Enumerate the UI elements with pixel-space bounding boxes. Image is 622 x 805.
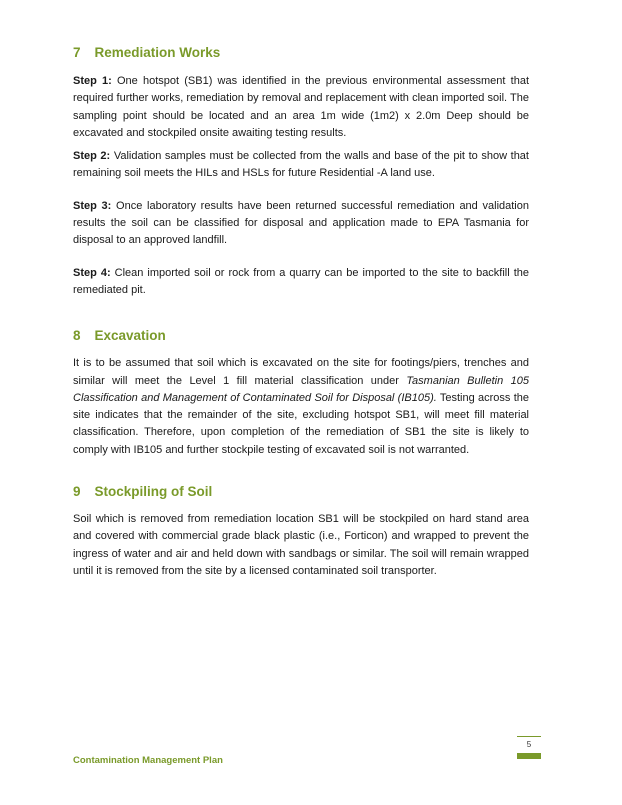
- paragraph-text: Testing across the site indicates that the remainder of the site, excluding hotspot SB1, will meet fill material classification. Therefore, upon completion of the remediation of SB1 the site is likely to comply with IB105 and further stockpile testing of excavated soil is not warranted.: [73, 391, 529, 456]
- page-number: 5: [526, 740, 532, 749]
- step-text: Validation samples must be collected from the walls and base of the pit to show that remaining soil meets the HILs and HSLs for future Residential -A land use.: [73, 150, 529, 180]
- excavation-paragraph: [73, 355, 529, 459]
- bulletin-reference: Tasmanian Bulletin 105 Classification and Management of Contaminated Soil for Disposal (IB105).: [73, 374, 530, 404]
- step-text: Clean imported soil or rock from a quarry can be imported to the site to backfill the remediated pit.: [73, 266, 529, 296]
- page-number-badge: [517, 736, 541, 760]
- page-number-rule: [517, 736, 541, 737]
- step-3-paragraph: [73, 198, 529, 250]
- stockpiling-paragraph: Soil which is removed from remediation location SB1 will be stockpiled on hard stand area and covered with commercial grade black plastic (i.e., Forticon) and wrapped to prevent the ingress of water and air and held down with sandbags or similar. The soil will remain wrapped until it is removed from the site by a licensed contaminated soil transporter.: [73, 513, 529, 577]
- section-9-heading: [73, 482, 529, 502]
- section-number: 7: [73, 45, 81, 60]
- step-label: Step 2:: [73, 150, 111, 163]
- step-text: One hotspot (SB1) was identified in the previous environmental assessment that required further works, remediation by removal and replacement with clean imported soil. The sampling point should be located and an area 1m wide (1m2) x 2.0m Deep should be excavated and stockpiled onsite awaiting testing results.: [73, 75, 529, 139]
- step-text: Once laboratory results have been returned successful remediation and validation results the soil can be classified for disposal and application made to EPA Tasmania for disposal to an approved landfill.: [73, 199, 529, 247]
- step-4-paragraph: [73, 265, 529, 300]
- page-number-bar: [517, 753, 541, 759]
- step-label: Step 4:: [73, 266, 111, 279]
- page-content: [73, 38, 529, 580]
- step-label: Step 1:: [73, 75, 112, 87]
- section-8-heading: [73, 326, 529, 346]
- paragraph-text: It is to be assumed that soil which is excavated on the site for footings/piers, trenches and similar will meet the Level 1 fill material classification under: [73, 357, 529, 387]
- section-number: 8: [73, 328, 81, 344]
- footer-document-title: Contamination Management Plan: [73, 755, 223, 766]
- step-1-paragraph: [73, 73, 529, 142]
- section-number: 9: [73, 484, 81, 500]
- step-2-paragraph: [73, 148, 529, 183]
- section-title: Excavation: [94, 328, 166, 344]
- section-7-heading: [73, 43, 529, 63]
- section-title: Stockpiling of Soil: [94, 484, 213, 500]
- step-label: Step 3:: [73, 199, 112, 212]
- section-title: Remediation Works: [94, 45, 221, 60]
